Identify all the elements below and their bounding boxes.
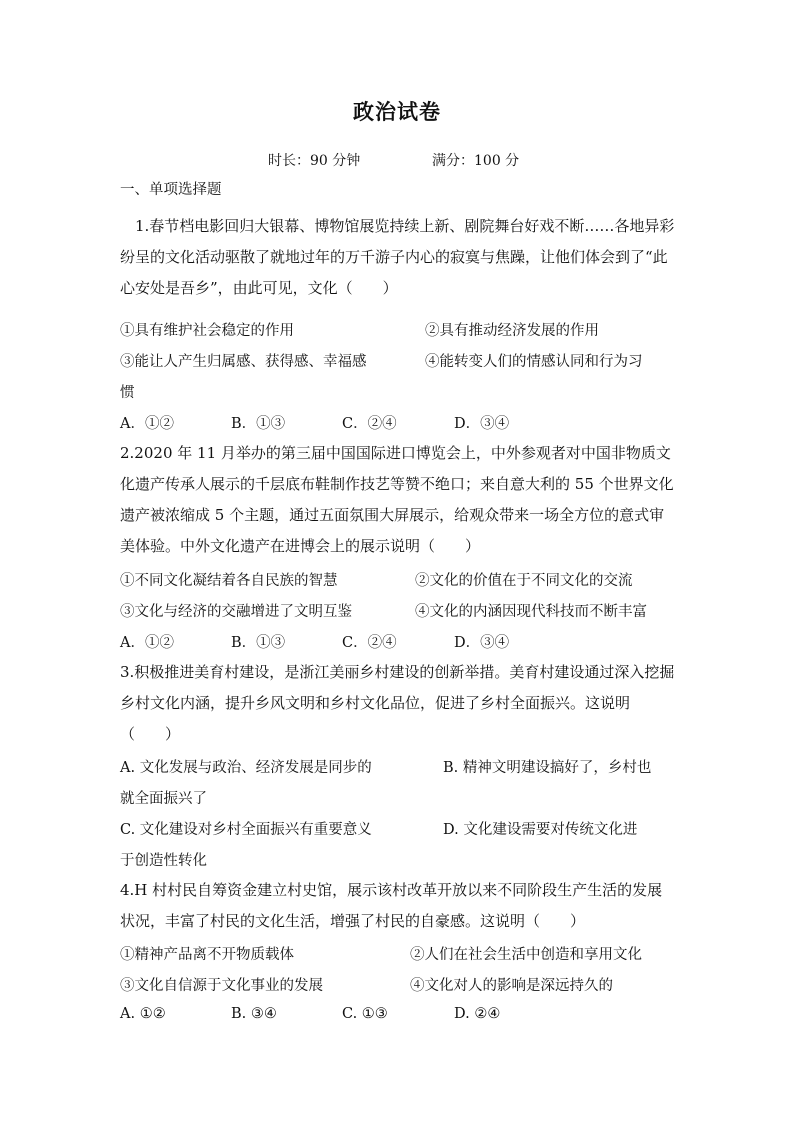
question-2-answer-a: A．①② xyxy=(120,635,174,651)
question-1-answer-a: A．①② xyxy=(120,416,174,432)
question-3-answer-c: C. 文化建设对乡村全面振兴有重要意义 xyxy=(120,822,372,838)
question-1-stem: 1.春节档电影回归大银幕、博物馆展览持续上新、剧院舞台好戏不断……各地异彩纷呈的文化活动驱散了就地过年的万千游子内心的寂寞与焦躁，让他们体会到了“此心安处是吾乡”，由此可见，文化（ ） xyxy=(120,217,675,297)
question-4-answer-a: A. ①② xyxy=(120,1006,166,1022)
question-2-answer-d: D．③④ xyxy=(454,635,510,651)
question-2-option-3: ③文化与经济的交融增进了文明互鉴 xyxy=(120,604,352,620)
question-4-answer-d: D. ②④ xyxy=(454,1006,501,1022)
question-3-answer-b: B. 精神文明建设搞好了，乡村也 xyxy=(443,760,652,776)
section-heading: 一、单项选择题 xyxy=(120,182,222,198)
question-1-option-3: ③能让人产生归属感、获得感、幸福感 xyxy=(120,354,367,370)
question-1-option-4-cont: 惯 xyxy=(120,385,135,401)
question-4-option-1: ①精神产品离不开物质载体 xyxy=(120,947,294,963)
question-4-stem: 4.H 村村民自筹资金建立村史馆，展示该村改革开放以来不同阶段生产生活的发展状况，丰富了村民的文化生活，增强了村民的自豪感。这说明（ ） xyxy=(120,881,663,930)
question-1-option-4: ④能转变人们的情感认同和行为习 xyxy=(425,354,643,370)
question-2-stem: 2.2020 年 11 月举办的第三届中国国际进口博览会上，中外参观者对中国非物质文化遗产传承人展示的千层底布鞋制作技艺等赞不绝口；来自意大利的 55 个世界文化遗产被浓缩成 5 个主题，通过五面氛围大屏展示，给观众带来一场全方位的意式审美体验。中外文化遗产在进博会上的展示说明（ ） xyxy=(120,444,674,555)
question-2-answer-c: C．②④ xyxy=(342,635,397,651)
question-2-option-4: ④文化的内涵因现代科技而不断丰富 xyxy=(415,604,647,620)
question-4-option-3: ③文化自信源于文化事业的发展 xyxy=(120,978,323,994)
question-4-option-2: ②人们在社会生活中创造和享用文化 xyxy=(410,947,642,963)
exam-duration: 时长：90 分钟 xyxy=(268,153,361,169)
question-2-answer-b: B．①③ xyxy=(231,635,286,651)
question-3-answer-d-cont: 于创造性转化 xyxy=(120,853,207,869)
question-3-answer-d: D. 文化建设需要对传统文化进 xyxy=(443,822,638,838)
question-1-option-1: ①具有维护社会稳定的作用 xyxy=(120,323,294,339)
question-4-answer-c: C. ①③ xyxy=(342,1006,388,1022)
question-2-option-1: ①不同文化凝结着各自民族的智慧 xyxy=(120,573,338,589)
question-1-answer-c: C．②④ xyxy=(342,416,397,432)
question-4-option-4: ④文化对人的影响是深远持久的 xyxy=(410,978,613,994)
question-2-option-2: ②文化的价值在于不同文化的交流 xyxy=(415,573,633,589)
question-1-answer-d: D．③④ xyxy=(454,416,510,432)
question-3-answer-b-cont: 就全面振兴了 xyxy=(120,791,207,807)
question-3-answer-a: A. 文化发展与政治、经济发展是同步的 xyxy=(120,760,372,776)
page-title: 政治试卷 xyxy=(353,99,441,124)
question-4-answer-b: B. ③④ xyxy=(231,1006,277,1022)
question-1-answer-b: B．①③ xyxy=(231,416,286,432)
question-3-stem: 3.积极推进美育村建设，是浙江美丽乡村建设的创新举措。美育村建设通过深入挖掘乡村文化内涵，提升乡风文明和乡村文化品位，促进了乡村全面振兴。这说明（ ） xyxy=(120,663,675,743)
exam-full-score: 满分：100 分 xyxy=(432,153,520,169)
question-1-option-2: ②具有推动经济发展的作用 xyxy=(425,323,599,339)
